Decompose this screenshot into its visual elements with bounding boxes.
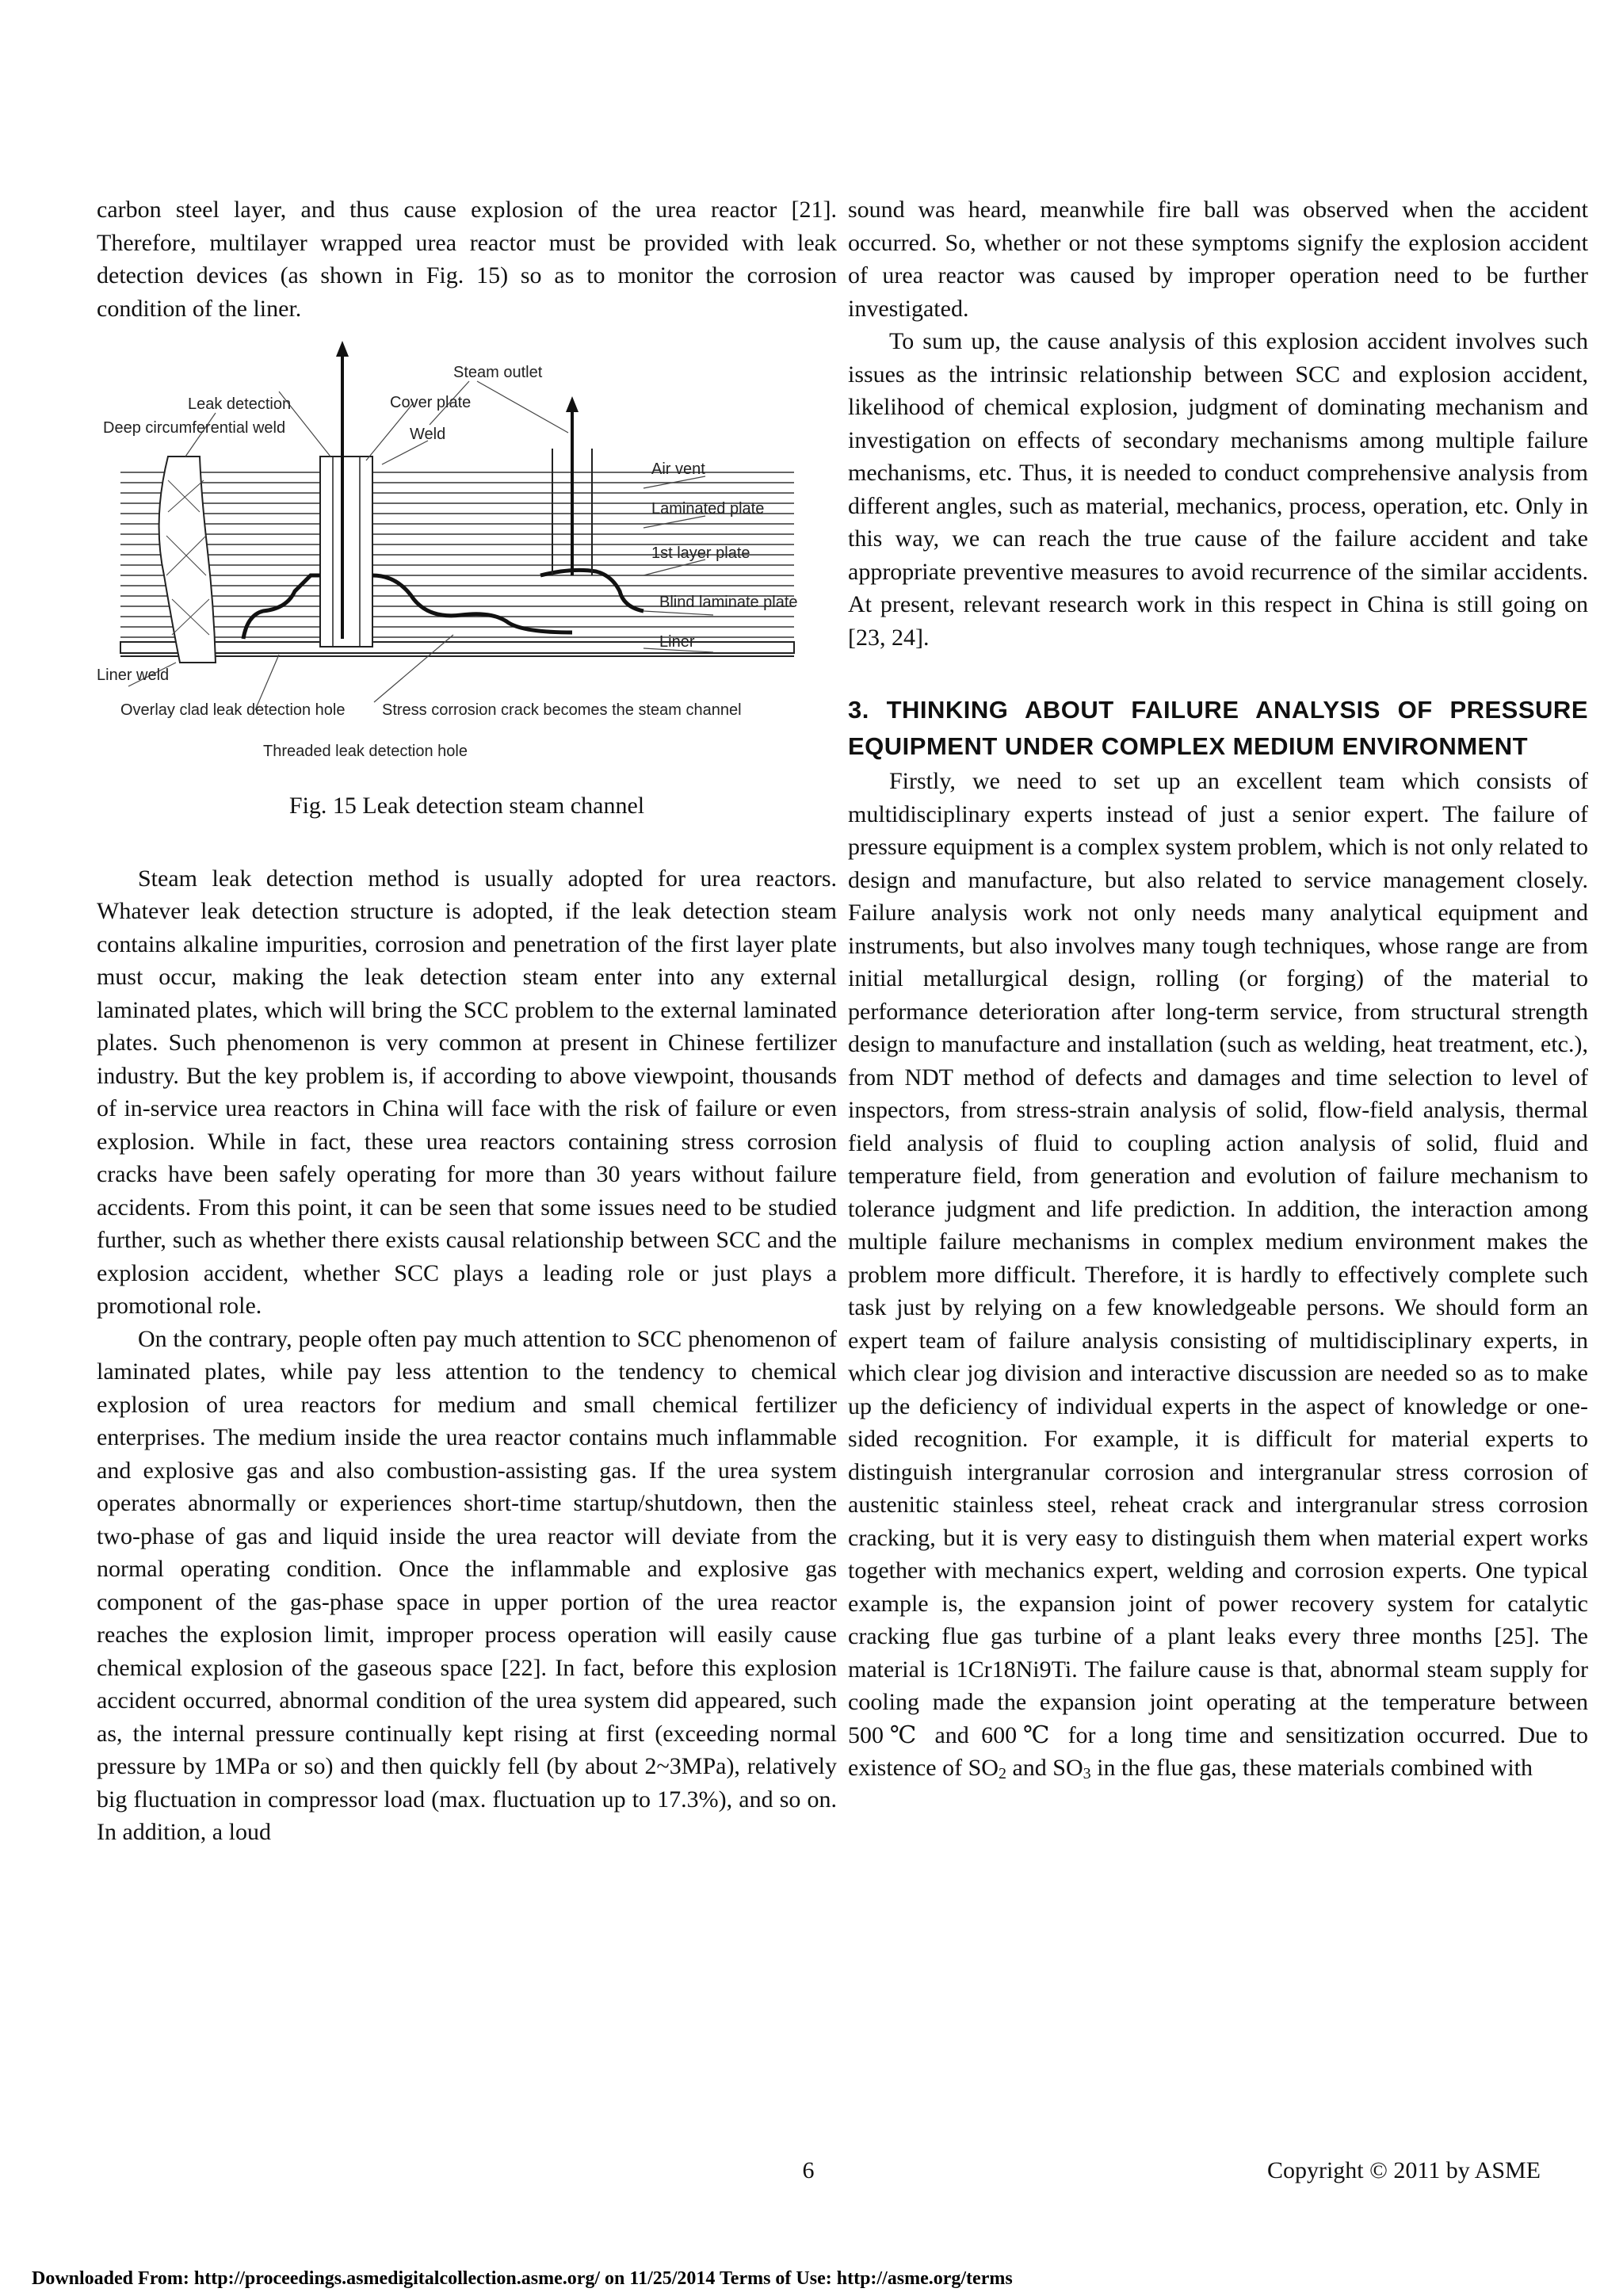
label-leak-detection: Leak detection — [188, 395, 292, 413]
paragraph: Steam leak detection method is usually adopted for urea reactors. Whatever leak detection structure is adopted, if the leak detection steam contains alkaline impurities, corrosion and penetration of the first layer plate must occur, making the leak detection steam enter into any external laminated plates, which will bring the SCC problem to the external laminated plates. Such phenomenon is very common at present in Chinese fertilizer industry. But the key problem is, if according to above viewpoint, thousands of in-service urea reactors in China will face with the risk of failure or even explosion. While in fact, these urea reactors containing stress corrosion cracks have been safely operating for more than 30 years without failure accidents. From this point, it can be seen that some issues need to be studied further, such as whether there exists causal relationship between SCC and the explosion accident, whether SCC plays a leading role or just plays a promotional role. — [97, 865, 837, 1319]
paragraph: carbon steel layer, and thus cause explosion of the urea reactor [21]. Therefore, multilayer wrapped urea reactor must be provided with leak detection devices (as shown in Fig. 15) so as to monitor the corrosion condition of the liner. — [97, 197, 837, 322]
label-laminated-plate: Laminated plate — [651, 500, 765, 518]
label-air-vent: Air vent — [651, 460, 705, 478]
right-column — [848, 193, 1588, 1785]
label-threaded-hole: Threaded leak detection hole — [263, 743, 468, 760]
left-column — [97, 193, 837, 1849]
paragraph-text: and SO — [1006, 1755, 1083, 1781]
paragraph: On the contrary, people often pay much attention to SCC phenomenon of laminated plates, while pay less attention to the tendency to chemical explosion of urea reactors for medium and small chemical fertilizer enterprises. The medium inside the urea reactor contains much inflammable and explosive gas and also combustion-assisting gas. If the urea system operates abnormally or experiences short-time startup/shutdown, then the two-phase of gas and liquid inside the urea reactor will deviate from the normal operating condition. Once the inflammable and explosive gas component of the gas-phase space in upper portion of the urea reactor reaches the explosion limit, improper process operation will easily cause chemical explosion of the gaseous space [22]. In fact, before this explosion accident occurred, abnormal condition of the urea system did appeared, such as, the internal pressure continually kept rising at first (exceeding normal pressure by 1MPa or so) and then quickly fell (by about 2~3MPa), relatively big fluctuation in compressor load (max. fluctuation up to 17.3%), and so on. In addition, a loud — [97, 1325, 837, 1845]
paragraph: sound was heard, meanwhile fire ball was observed when the accident occurred. So, whether or not these symptoms signify the explosion accident of urea reactor was caused by improper operation need to be further investigated. — [848, 197, 1588, 322]
paragraph-text: in the flue gas, these materials combined with — [1090, 1755, 1533, 1781]
label-scc-channel: Stress corrosion crack becomes the steam channel — [382, 701, 742, 719]
paragraph-body: Firstly, we need to set up an excellent team which consists of multidisciplinary experts instead of just a senior expert. The failure of pressure equipment is a complex system problem, which is not only related to design and manufacture, but also related to service management closely. Failure analysis work not only needs many analytical equipment and instruments, but also involves many tough techniques, whose range are from initial metallurgical design, rolling (or forging) of the material to performance deterioration after long-term service, from structural strength design to manufacture and installation (such as welding, heat treatment, etc.), from NDT method of defects and damages and time selection to level of inspectors, from stress-strain analysis of solid, flow-field analysis, thermal field analysis of fluid to coupling action analysis of solid, fluid and temperature field, from generation and evolution of failure mechanism to tolerance judgment and life prediction. In addition, the interaction among multiple failure mechanisms in complex medium environment makes the problem more difficult. Therefore, it is hardly to effectively complete such task just by relying on a few knowledgeable persons. We should form an expert team of failure analysis consisting of multidisciplinary experts, in which clear jog division and interactive discussion are needed so as to make up the deficiency of individual experts in the aspect of knowledge or one-sided recognition. For example, it is difficult for material experts to distinguish intergranular corrosion and intergranular stress corrosion of austenitic stainless steel, reheat crack and intergranular stress corrosion cracking, but it is very easy to distinguish them when material expert works together with mechanics expert, welding and corrosion experts. One typical example is, the expansion joint of power recovery system for catalytic cracking flue gas turbine of a plant leaks every three months [25]. The material is 1Cr18Ni9Ti. The failure cause is that, abnormal steam supply for cooling made the expansion joint operating at the temperature between 500℃ and 600℃ for a long time and sensitization occurred. Due to existence of — [848, 768, 1588, 1781]
label-cover-plate: Cover plate — [390, 394, 472, 411]
leak-detection-diagram — [97, 338, 837, 789]
label-liner: Liner — [659, 633, 695, 651]
label-deep-weld: Deep circumferential weld — [103, 419, 286, 437]
download-notice: Downloaded From: http://proceedings.asmedigitalcollection.asme.org/ on 11/25/2014 Terms of Use: http://asme.org/terms — [32, 2268, 1013, 2289]
subscript: 3 — [1083, 1765, 1091, 1782]
subscript: 2 — [998, 1765, 1006, 1782]
label-liner-weld: Liner weld — [97, 667, 170, 684]
label-steam-outlet: Steam outlet — [453, 364, 543, 381]
paragraph-text: SO — [968, 1755, 999, 1781]
label-weld: Weld — [410, 426, 446, 443]
label-blind-laminate-plate: Blind laminate plate — [659, 594, 798, 611]
label-first-layer-plate: 1st layer plate — [651, 544, 750, 562]
paragraph: To sum up, the cause analysis of this explosion accident involves such issues as the intrinsic relationship between SCC and explosion accident, likelihood of chemical explosion, judgment of dominating mechanism and investigation on effects of secondary mechanisms among multiple failure mechanisms, etc. Thus, it is needed to conduct comprehensive analysis from different angles, such as material, mechanics, process, operation, etc. Only in this way, we can reach the true cause of the failure accident and take appropriate preventive measures to avoid recurrence of the similar accidents. At present, relevant research work in this respect in China is still going on [23, 24]. — [848, 328, 1588, 651]
label-overlay-hole: Overlay clad leak detection hole — [120, 701, 346, 719]
figure-15 — [97, 338, 837, 789]
figure-caption: Fig. 15 Leak detection steam channel — [288, 793, 645, 819]
page-number: 6 — [802, 2157, 815, 2183]
section-heading: 3. THINKING ABOUT FAILURE ANALYSIS OF PRESSURE EQUIPMENT UNDER COMPLEX MEDIUM ENVIRONMENT — [848, 696, 1588, 760]
copyright-notice: Copyright © 2011 by ASME — [1266, 2157, 1541, 2183]
paragraph — [848, 765, 1588, 1785]
